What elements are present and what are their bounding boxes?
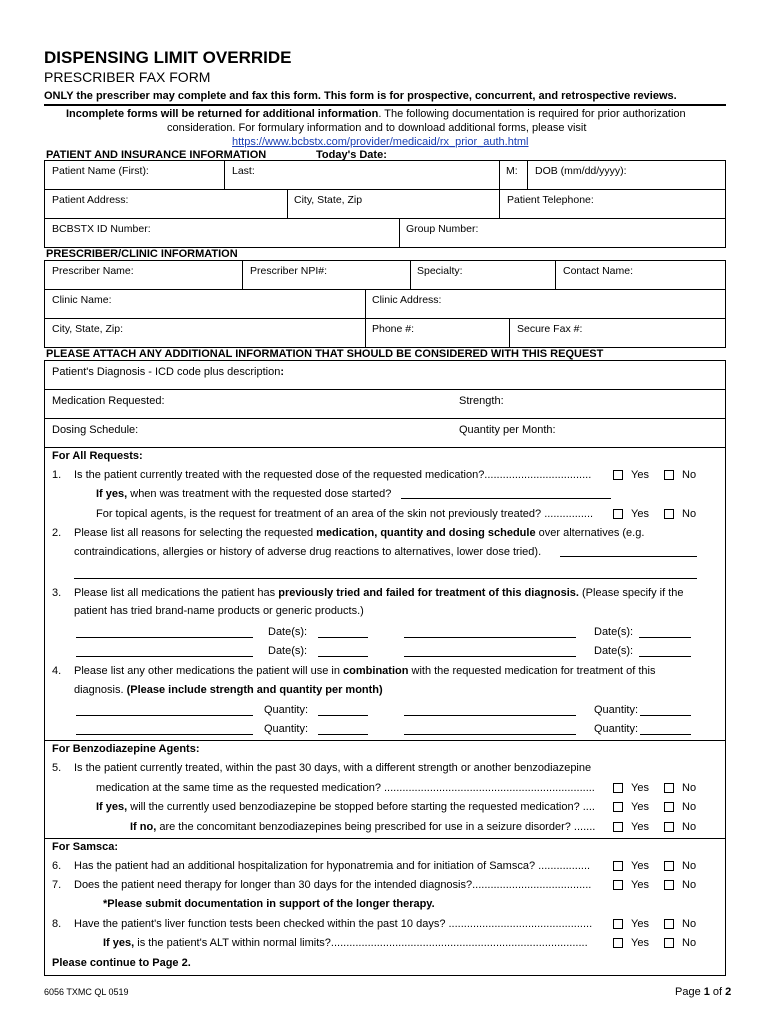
q1-no-label: No xyxy=(682,469,697,481)
q2-number: 2. xyxy=(52,527,62,539)
q4-medication-line-2[interactable] xyxy=(404,715,576,716)
q1-yes-label: Yes xyxy=(631,469,649,481)
diagnosis-field[interactable]: Patient's Diagnosis - ICD code plus description: xyxy=(52,366,284,378)
q2-answer-line-2[interactable] xyxy=(74,578,697,579)
q3-dates-line-1[interactable] xyxy=(318,637,368,638)
q3-dates-line-2[interactable] xyxy=(639,637,691,638)
all-requests-heading: For All Requests: xyxy=(52,450,143,462)
q1a-text: If yes, when was treatment with the requested dose started? xyxy=(96,488,392,500)
q3-dates-line-3[interactable] xyxy=(318,656,368,657)
clinic-city-state-zip-field[interactable]: City, State, Zip: xyxy=(52,323,123,335)
q1-yes-checkbox[interactable] xyxy=(613,470,623,480)
q2-answer-line-1[interactable] xyxy=(560,556,697,557)
q4-quantity-line-2[interactable] xyxy=(640,715,691,716)
formulary-link[interactable]: https://www.bcbstx.com/provider/medicaid/rx_prior_auth.html xyxy=(232,136,529,148)
attach-section-heading: PLEASE ATTACH ANY ADDITIONAL INFORMATION THAT SHOULD BE CONSIDERED WITH THIS REQUEST xyxy=(46,348,604,360)
q4-quantity-label-2: Quantity: xyxy=(594,704,639,716)
q1-number: 1. xyxy=(52,469,62,481)
q8a-no-checkbox[interactable] xyxy=(664,938,674,948)
q4-medication-line-1[interactable] xyxy=(76,715,253,716)
q8a-no-label: No xyxy=(682,937,697,949)
q7-yes-checkbox[interactable] xyxy=(613,880,623,890)
q6-no-checkbox[interactable] xyxy=(664,861,674,871)
incomplete-notice: Incomplete forms will be returned for additional information. The following documentation is required for prior authorization xyxy=(66,108,686,120)
prescriber-notice: ONLY the prescriber may complete and fax this form. This form is for prospective, concurrent, and retrospective reviews. xyxy=(44,90,677,102)
q7-yes-label: Yes xyxy=(631,879,649,891)
q5a-yes-checkbox[interactable] xyxy=(613,802,623,812)
page-number: Page 1 of 2 xyxy=(675,986,732,998)
q8-number: 8. xyxy=(52,918,62,930)
form-code: 6056 TXMC QL 0519 xyxy=(44,987,129,997)
q1b-no-label: No xyxy=(682,508,697,520)
q4-quantity-label-1: Quantity: xyxy=(264,704,309,716)
q1-text: Is the patient currently treated with the requested dose of the requested medication?................................... xyxy=(74,469,592,481)
q4-quantity-line-1[interactable] xyxy=(318,715,368,716)
q3-medication-line-4[interactable] xyxy=(404,656,576,657)
q8-no-label: No xyxy=(682,918,697,930)
patient-section-heading: PATIENT AND INSURANCE INFORMATION xyxy=(46,149,267,161)
q2-text-line2: contraindications, allergies or history of adverse drug reactions to alternatives, lower dose tried). xyxy=(74,546,542,558)
q3-medication-line-1[interactable] xyxy=(76,637,253,638)
secure-fax-field[interactable]: Secure Fax #: xyxy=(517,323,583,335)
q8-yes-checkbox[interactable] xyxy=(613,919,623,929)
q5-number: 5. xyxy=(52,762,62,774)
samsca-heading: For Samsca: xyxy=(52,841,119,853)
formulary-notice: consideration. For formulary information and to download additional forms, please visit xyxy=(167,122,587,134)
contact-name-field[interactable]: Contact Name: xyxy=(563,265,634,277)
q8-no-checkbox[interactable] xyxy=(664,919,674,929)
specialty-field[interactable]: Specialty: xyxy=(417,265,463,277)
patient-dob-field[interactable]: DOB (mm/dd/yyyy): xyxy=(535,165,627,177)
q5-no-label: No xyxy=(682,782,697,794)
q8a-text: If yes, is the patient's ALT within normal limits?.................................................................................... xyxy=(103,937,588,949)
q4-medication-line-4[interactable] xyxy=(404,734,576,735)
group-number-field[interactable]: Group Number: xyxy=(406,223,479,235)
q1b-yes-checkbox[interactable] xyxy=(613,509,623,519)
q6-text: Has the patient had an additional hospitalization for hyponatremia and for initiation of Samsca? ................. xyxy=(74,860,591,872)
todays-date-label: Today's Date: xyxy=(316,149,387,161)
q7-text: Does the patient need therapy for longer than 30 days for the intended diagnosis?....................................... xyxy=(74,879,592,891)
continue-note: Please continue to Page 2. xyxy=(52,957,191,969)
q4-text-line2: diagnosis. (Please include strength and quantity per month) xyxy=(74,684,383,696)
q5a-yes-label: Yes xyxy=(631,801,649,813)
q5b-yes-label: Yes xyxy=(631,821,649,833)
q8-text: Have the patient's liver function tests been checked within the past 10 days? ............................................... xyxy=(74,918,593,930)
q5-text: Is the patient currently treated, within the past 30 days, with a different strength or another benzodiazepine xyxy=(74,762,592,774)
q3-text-line2: patient has tried brand-name products or generic products.) xyxy=(74,605,364,617)
q6-yes-checkbox[interactable] xyxy=(613,861,623,871)
q6-no-label: No xyxy=(682,860,697,872)
q7-no-label: No xyxy=(682,879,697,891)
q1b-text: For topical agents, is the request for treatment of an area of the skin not previously treated? ................ xyxy=(96,508,594,520)
q5b-text: If no, are the concomitant benzodiazepines being prescribed for use in a seizure disorder? ....... xyxy=(130,821,596,833)
q8-yes-label: Yes xyxy=(631,918,649,930)
patient-telephone-field[interactable]: Patient Telephone: xyxy=(507,194,594,206)
q4-quantity-line-3[interactable] xyxy=(318,734,368,735)
q4-number: 4. xyxy=(52,665,62,677)
prescriber-section-heading: PRESCRIBER/CLINIC INFORMATION xyxy=(46,248,238,260)
q8a-yes-label: Yes xyxy=(631,937,649,949)
phone-field[interactable]: Phone #: xyxy=(372,323,415,335)
q5a-text: If yes, will the currently used benzodiazepine be stopped before starting the requested medication? .... xyxy=(96,801,595,813)
q3-dates-label-1: Date(s): xyxy=(268,626,308,638)
prescriber-name-field[interactable]: Prescriber Name: xyxy=(52,265,134,277)
q3-number: 3. xyxy=(52,587,62,599)
q3-dates-label-4: Date(s): xyxy=(594,645,634,657)
patient-mi-field[interactable]: M: xyxy=(506,165,518,177)
q1b-no-checkbox[interactable] xyxy=(664,509,674,519)
strength-field[interactable]: Strength: xyxy=(459,395,504,407)
q6-yes-label: Yes xyxy=(631,860,649,872)
q5b-no-label: No xyxy=(682,821,697,833)
patient-city-state-zip-field[interactable]: City, State, Zip xyxy=(294,194,363,206)
q8a-yes-checkbox[interactable] xyxy=(613,938,623,948)
q4-quantity-label-3: Quantity: xyxy=(264,723,309,735)
q4-quantity-label-4: Quantity: xyxy=(594,723,639,735)
q5-yes-checkbox[interactable] xyxy=(613,783,623,793)
q7-note: *Please submit documentation in support of the longer therapy. xyxy=(103,898,435,910)
q2-text: Please list all reasons for selecting the requested medication, quantity and dosing schedule over alternatives (e.g. xyxy=(74,527,645,539)
q5a-no-label: No xyxy=(682,801,697,813)
q1b-yes-label: Yes xyxy=(631,508,649,520)
q4-text: Please list any other medications the patient will use in combination with the requested medication for treatment of this xyxy=(74,665,656,677)
q7-number: 7. xyxy=(52,879,62,891)
dosing-schedule-field[interactable]: Dosing Schedule: xyxy=(52,424,139,436)
form-title: DISPENSING LIMIT OVERRIDE xyxy=(44,48,292,67)
q4-quantity-line-4[interactable] xyxy=(640,734,691,735)
q5b-no-checkbox[interactable] xyxy=(664,822,674,832)
quantity-per-month-field[interactable]: Quantity per Month: xyxy=(459,424,556,436)
clinic-address-field[interactable]: Clinic Address: xyxy=(372,294,442,306)
benzo-heading: For Benzodiazepine Agents: xyxy=(52,743,200,755)
header-divider xyxy=(44,104,726,106)
form-subtitle: PRESCRIBER FAX FORM xyxy=(44,69,211,85)
q5-no-checkbox[interactable] xyxy=(664,783,674,793)
q5a-no-checkbox[interactable] xyxy=(664,802,674,812)
q1-no-checkbox[interactable] xyxy=(664,470,674,480)
patient-last-name-field[interactable]: Last: xyxy=(232,165,255,177)
q3-dates-label-3: Date(s): xyxy=(268,645,308,657)
q3-text: Please list all medications the patient has previously tried and failed for treatment of this diagnosis. (Please specify if the xyxy=(74,587,684,599)
q1a-answer-line[interactable] xyxy=(401,498,611,499)
q3-dates-line-4[interactable] xyxy=(639,656,691,657)
q3-medication-line-3[interactable] xyxy=(76,656,253,657)
q3-medication-line-2[interactable] xyxy=(404,637,576,638)
q6-number: 6. xyxy=(52,860,62,872)
patient-address-field[interactable]: Patient Address: xyxy=(52,194,129,206)
q7-no-checkbox[interactable] xyxy=(664,880,674,890)
q5-text-line2: medication at the same time as the requested medication? ..................................................................... xyxy=(96,782,595,794)
q3-dates-label-2: Date(s): xyxy=(594,626,634,638)
prescriber-npi-field[interactable]: Prescriber NPI#: xyxy=(250,265,328,277)
medication-requested-field[interactable]: Medication Requested: xyxy=(52,395,165,407)
bcbstx-id-field[interactable]: BCBSTX ID Number: xyxy=(52,223,151,235)
q5-yes-label: Yes xyxy=(631,782,649,794)
clinic-name-field[interactable]: Clinic Name: xyxy=(52,294,112,306)
q5b-yes-checkbox[interactable] xyxy=(613,822,623,832)
patient-first-name-field[interactable]: Patient Name (First): xyxy=(52,165,149,177)
q4-medication-line-3[interactable] xyxy=(76,734,253,735)
